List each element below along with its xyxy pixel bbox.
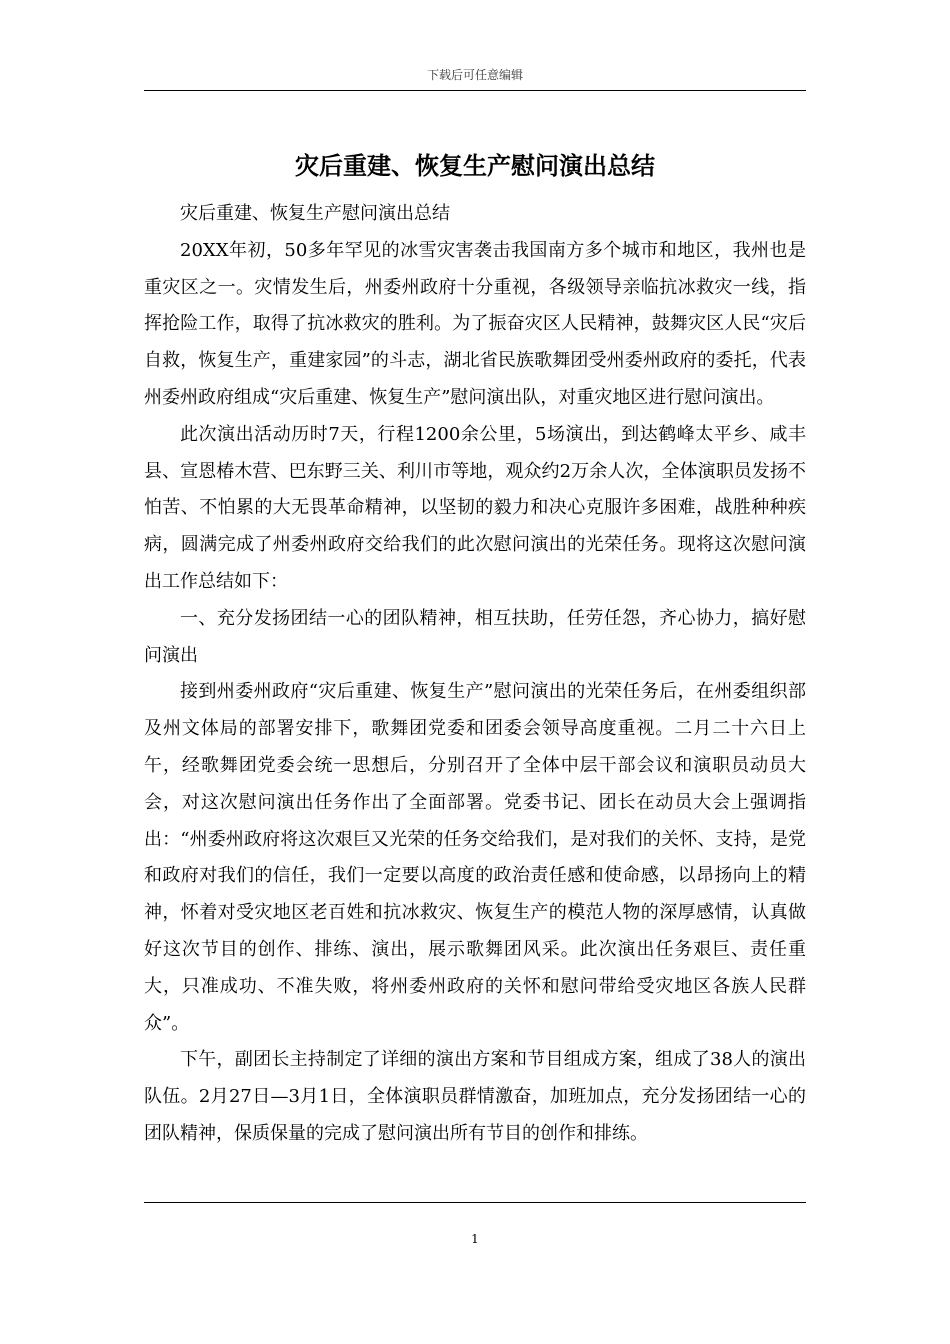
page-number: 1 [471,1232,479,1246]
header-note: 下载后可任意编辑 [426,68,523,82]
paragraph-background: 20XX年初，50多年罕见的冰雪灾害袭击我国南方多个城市和地区，我州也是重灾区之一。灾情发生后，州委州政府十分重视，各级领导亲临抗冰救灾一线，指挥抢险工作，取得了抗冰救灾的胜利。为了振奋灾区人民精神，鼓舞灾区人民“灾后自救，恢复生产，重建家园”的斗志，湖北省民族歌舞团受州委州政府的委托，代表州委州政府组成“灾后重建、恢复生产”慰问演出队，对重灾地区进行慰问演出。 [144,239,806,408]
paragraph-mobilization: 接到州委州政府“灾后重建、恢复生产”慰问演出的光荣任务后，在州委组织部及州文体局的部署安排下，歌舞团党委和团委会领导高度重视。二月二十六日上午，经歌舞团党委会统一思想后，分别召开了全体中层干部会议和演职员动员大会，对这次慰问演出任务作出了全面部署。党委书记、团长在动员大会上强调指出：“州委州政府将这次艰巨又光荣的任务交给我们，是对我们的关怀、支持，是党和政府对我们的信任，我们一定要以高度的政治责任感和使命感，以昂扬向上的精神，怀着对受灾地区老百姓和抗冰救灾、恢复生产的模范人物的深厚感情，认真做好这次节目的创作、排练、演出，展示歌舞团风采。此次演出任务艰巨、责任重大，只准成功、不准失败，将州委州政府的关怀和慰问带给受灾地区各族人民群众”。 [144,681,806,1034]
header-divider [144,90,806,91]
document-body [144,196,806,1153]
footer-divider [144,1202,806,1203]
document-title: 灾后重建、恢复生产慰问演出总结 [295,152,655,180]
section-heading-1: 一、充分发扬团结一心的团队精神，相互扶助，任劳任怨，齐心协力，搞好慰问演出 [144,607,806,666]
paragraph-overview: 此次演出活动历时7天，行程1200余公里，5场演出，到达鹤峰太平乡、咸丰县、宣恩椿木营、巴东野三关、利川市等地，观众约2万余人次，全体演职员发扬不怕苦、不怕累的大无畏革命精神，以坚韧的毅力和决心克服许多困难，战胜种种疾病，圆满完成了州委州政府交给我们的此次慰问演出的光荣任务。现将这次慰问演出工作总结如下： [144,423,806,592]
paragraph-subtitle: 灾后重建、恢复生产慰问演出总结 [180,203,450,224]
paragraph-preparation: 下午，副团长主持制定了详细的演出方案和节目组成方案，组成了38人的演出队伍。2月27日—3月1日，全体演职员群情激奋，加班加点，充分发扬团结一心的团队精神，保质保量的完成了慰问演出所有节目的创作和排练。 [144,1049,806,1144]
